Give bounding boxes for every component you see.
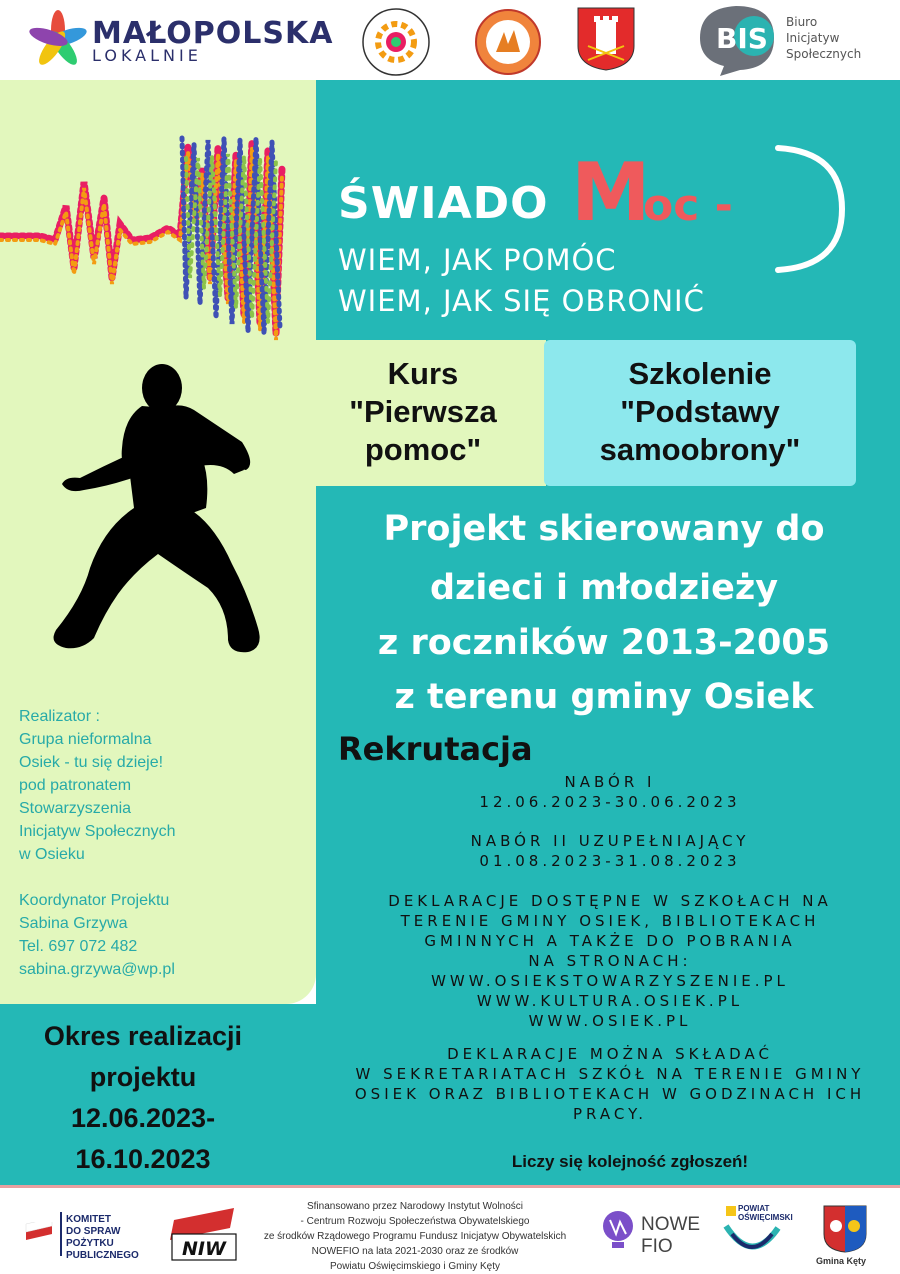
website-link[interactable]: WWW.KULTURA.OSIEK.PL xyxy=(476,992,744,1010)
course-first-aid xyxy=(320,355,526,469)
nabor-2-dates: 01.08.2023-31.08.2023 xyxy=(479,852,741,870)
nowefio-line: FIO xyxy=(641,1236,673,1257)
bis-name-line: Inicjatyw xyxy=(786,31,840,45)
course-self-defense xyxy=(548,355,852,469)
project-line: z terenu gminy Osiek xyxy=(394,677,814,717)
nabor-2-label: NABÓR II UZUPEŁNIAJĄCY xyxy=(470,832,750,850)
submission-info xyxy=(330,1044,890,1124)
niw-text: NIW xyxy=(182,1238,226,1260)
coordinator-info xyxy=(19,889,175,981)
malopolska-title: MAŁOPOLSKA xyxy=(92,16,334,51)
project-line: z roczników 2013-2005 xyxy=(377,623,831,663)
coordinator-email[interactable]: sabina.grzywa@wp.pl xyxy=(19,961,175,978)
heartbeat-mosaic-graphic xyxy=(0,128,290,344)
order-note: Liczy się kolejność zgłoszeń! xyxy=(511,1152,749,1171)
project-line: dzieci i młodzieży xyxy=(429,568,779,608)
declarations-line: NA STRONACH: xyxy=(528,952,692,970)
coat-of-arms-icon xyxy=(576,6,636,72)
period-line: Okres realizacji xyxy=(43,1021,243,1051)
martial-arts-silhouette xyxy=(34,358,304,668)
nowefio-logo-text xyxy=(641,1214,700,1258)
bis-name xyxy=(786,14,861,62)
gmina-kety-coat-of-arms xyxy=(822,1204,868,1254)
komitet-line: KOMITET xyxy=(66,1214,111,1225)
powiat-text xyxy=(738,1204,793,1222)
realizator-line: Realizator : xyxy=(19,708,100,725)
realizator-info xyxy=(19,705,176,866)
realizator-line: Grupa nieformalna xyxy=(19,731,152,748)
declarations-line: DEKLARACJE DOSTĘPNE W SZKOŁACH NA xyxy=(388,892,832,910)
niw-logo xyxy=(168,1206,240,1262)
period-line: 16.10.2023 xyxy=(75,1144,211,1174)
hero-title-part2: oc - xyxy=(643,180,733,231)
realizator-line: Inicjatyw Społecznych xyxy=(19,823,176,840)
realizator-line: pod patronatem xyxy=(19,777,132,794)
komitet-line: POŻYTKU xyxy=(66,1238,114,1249)
project-period xyxy=(20,1016,266,1180)
funding-line: - Centrum Rozwoju Społeczeństwa Obywatelskiego xyxy=(300,1216,530,1227)
coordinator-line: Koordynator Projektu xyxy=(19,892,170,909)
nabor-2 xyxy=(330,831,890,871)
declarations-info xyxy=(330,891,890,1031)
malopolska-star-logo xyxy=(28,10,88,70)
website-link[interactable]: WWW.OSIEKSTOWARZYSZENIE.PL xyxy=(431,972,789,990)
course-self-defense-line: Szkolenie xyxy=(628,356,772,391)
submission-line: OSIEK ORAZ BIBLIOTEKACH W GODZINACH ICH xyxy=(354,1085,866,1103)
funding-line: ze środków Rządowego Programu Fundusz Inicjatyw Obywatelskich xyxy=(263,1231,567,1242)
funding-line: Sfinansowano przez Narodowy Instytut Wolności xyxy=(306,1201,524,1212)
hero-line-1: WIEM, JAK POMÓC xyxy=(338,243,617,277)
association-logo xyxy=(474,8,542,76)
hero-title-part1: ŚWIADO xyxy=(338,178,549,229)
course-first-aid-line: "Pierwsza xyxy=(349,394,497,429)
nabor-1 xyxy=(330,772,890,812)
period-line: 12.06.2023- xyxy=(70,1103,216,1133)
realizator-line: Stowarzyszenia xyxy=(19,800,132,817)
nabor-1-dates: 12.06.2023-30.06.2023 xyxy=(479,793,741,811)
course-first-aid-line: pomoc" xyxy=(364,432,482,467)
nabor-1-label: NABÓR I xyxy=(564,773,656,791)
bis-logo-text: BIS xyxy=(716,22,768,55)
komitet-line: DO SPRAW xyxy=(66,1226,121,1237)
bracket-arc-graphic xyxy=(772,142,848,276)
website-link[interactable]: WWW.OSIEK.PL xyxy=(528,1012,692,1030)
powiat-line: OŚWIĘCIMSKI xyxy=(738,1213,793,1222)
period-line: projektu xyxy=(89,1062,197,1092)
culture-center-logo xyxy=(360,6,432,78)
nowefio-line: NOWE xyxy=(641,1214,701,1235)
komitet-line: PUBLICZNEGO xyxy=(66,1250,139,1261)
declarations-line: TERENIE GMINY OSIEK, BIBLIOTEKACH xyxy=(400,912,820,930)
recruitment-title: Rekrutacja xyxy=(338,730,533,768)
powiat-line: POWIAT xyxy=(738,1204,770,1213)
submission-line: PRACY. xyxy=(573,1105,647,1123)
project-line: Projekt skierowany do xyxy=(383,509,825,549)
course-self-defense-line: samoobrony" xyxy=(599,432,801,467)
funding-note xyxy=(250,1199,580,1274)
submission-line: W SEKRETARIATACH SZKÓŁ NA TERENIE GMINY xyxy=(355,1065,865,1083)
hero-title-m: M xyxy=(571,146,651,239)
hero-line-2: WIEM, JAK SIĘ OBRONIĆ xyxy=(338,284,705,318)
realizator-line: Osiek - tu się dzieje! xyxy=(19,754,164,771)
funding-line: NOWEFIO na lata 2021-2030 oraz ze środków xyxy=(311,1246,519,1257)
malopolska-subtitle: LOKALNIE xyxy=(92,46,202,65)
gmina-kety-text: Gmina Kęty xyxy=(816,1256,867,1266)
funding-line: Powiatu Oświęcimskiego i Gminy Kęty xyxy=(329,1261,501,1272)
komitet-logo-text xyxy=(66,1214,139,1262)
realizator-line: w Osieku xyxy=(19,846,85,863)
nowefio-bulb-icon xyxy=(598,1208,638,1252)
komitet-divider xyxy=(60,1212,62,1256)
declarations-line: GMINNYCH A TAKŻE DO POBRANIA xyxy=(424,932,796,950)
bis-name-line: Biuro xyxy=(786,15,818,29)
coordinator-phone[interactable]: Tel. 697 072 482 xyxy=(19,938,138,955)
coordinator-line: Sabina Grzywa xyxy=(19,915,128,932)
polish-flag-icon xyxy=(24,1222,54,1244)
submission-line: DEKLARACJE MOŻNA SKŁADAĆ xyxy=(447,1045,773,1063)
course-first-aid-line: Kurs xyxy=(387,356,459,391)
bis-name-line: Społecznych xyxy=(786,47,862,61)
course-self-defense-line: "Podstawy xyxy=(620,394,780,429)
bis-logo-icon xyxy=(696,2,780,78)
